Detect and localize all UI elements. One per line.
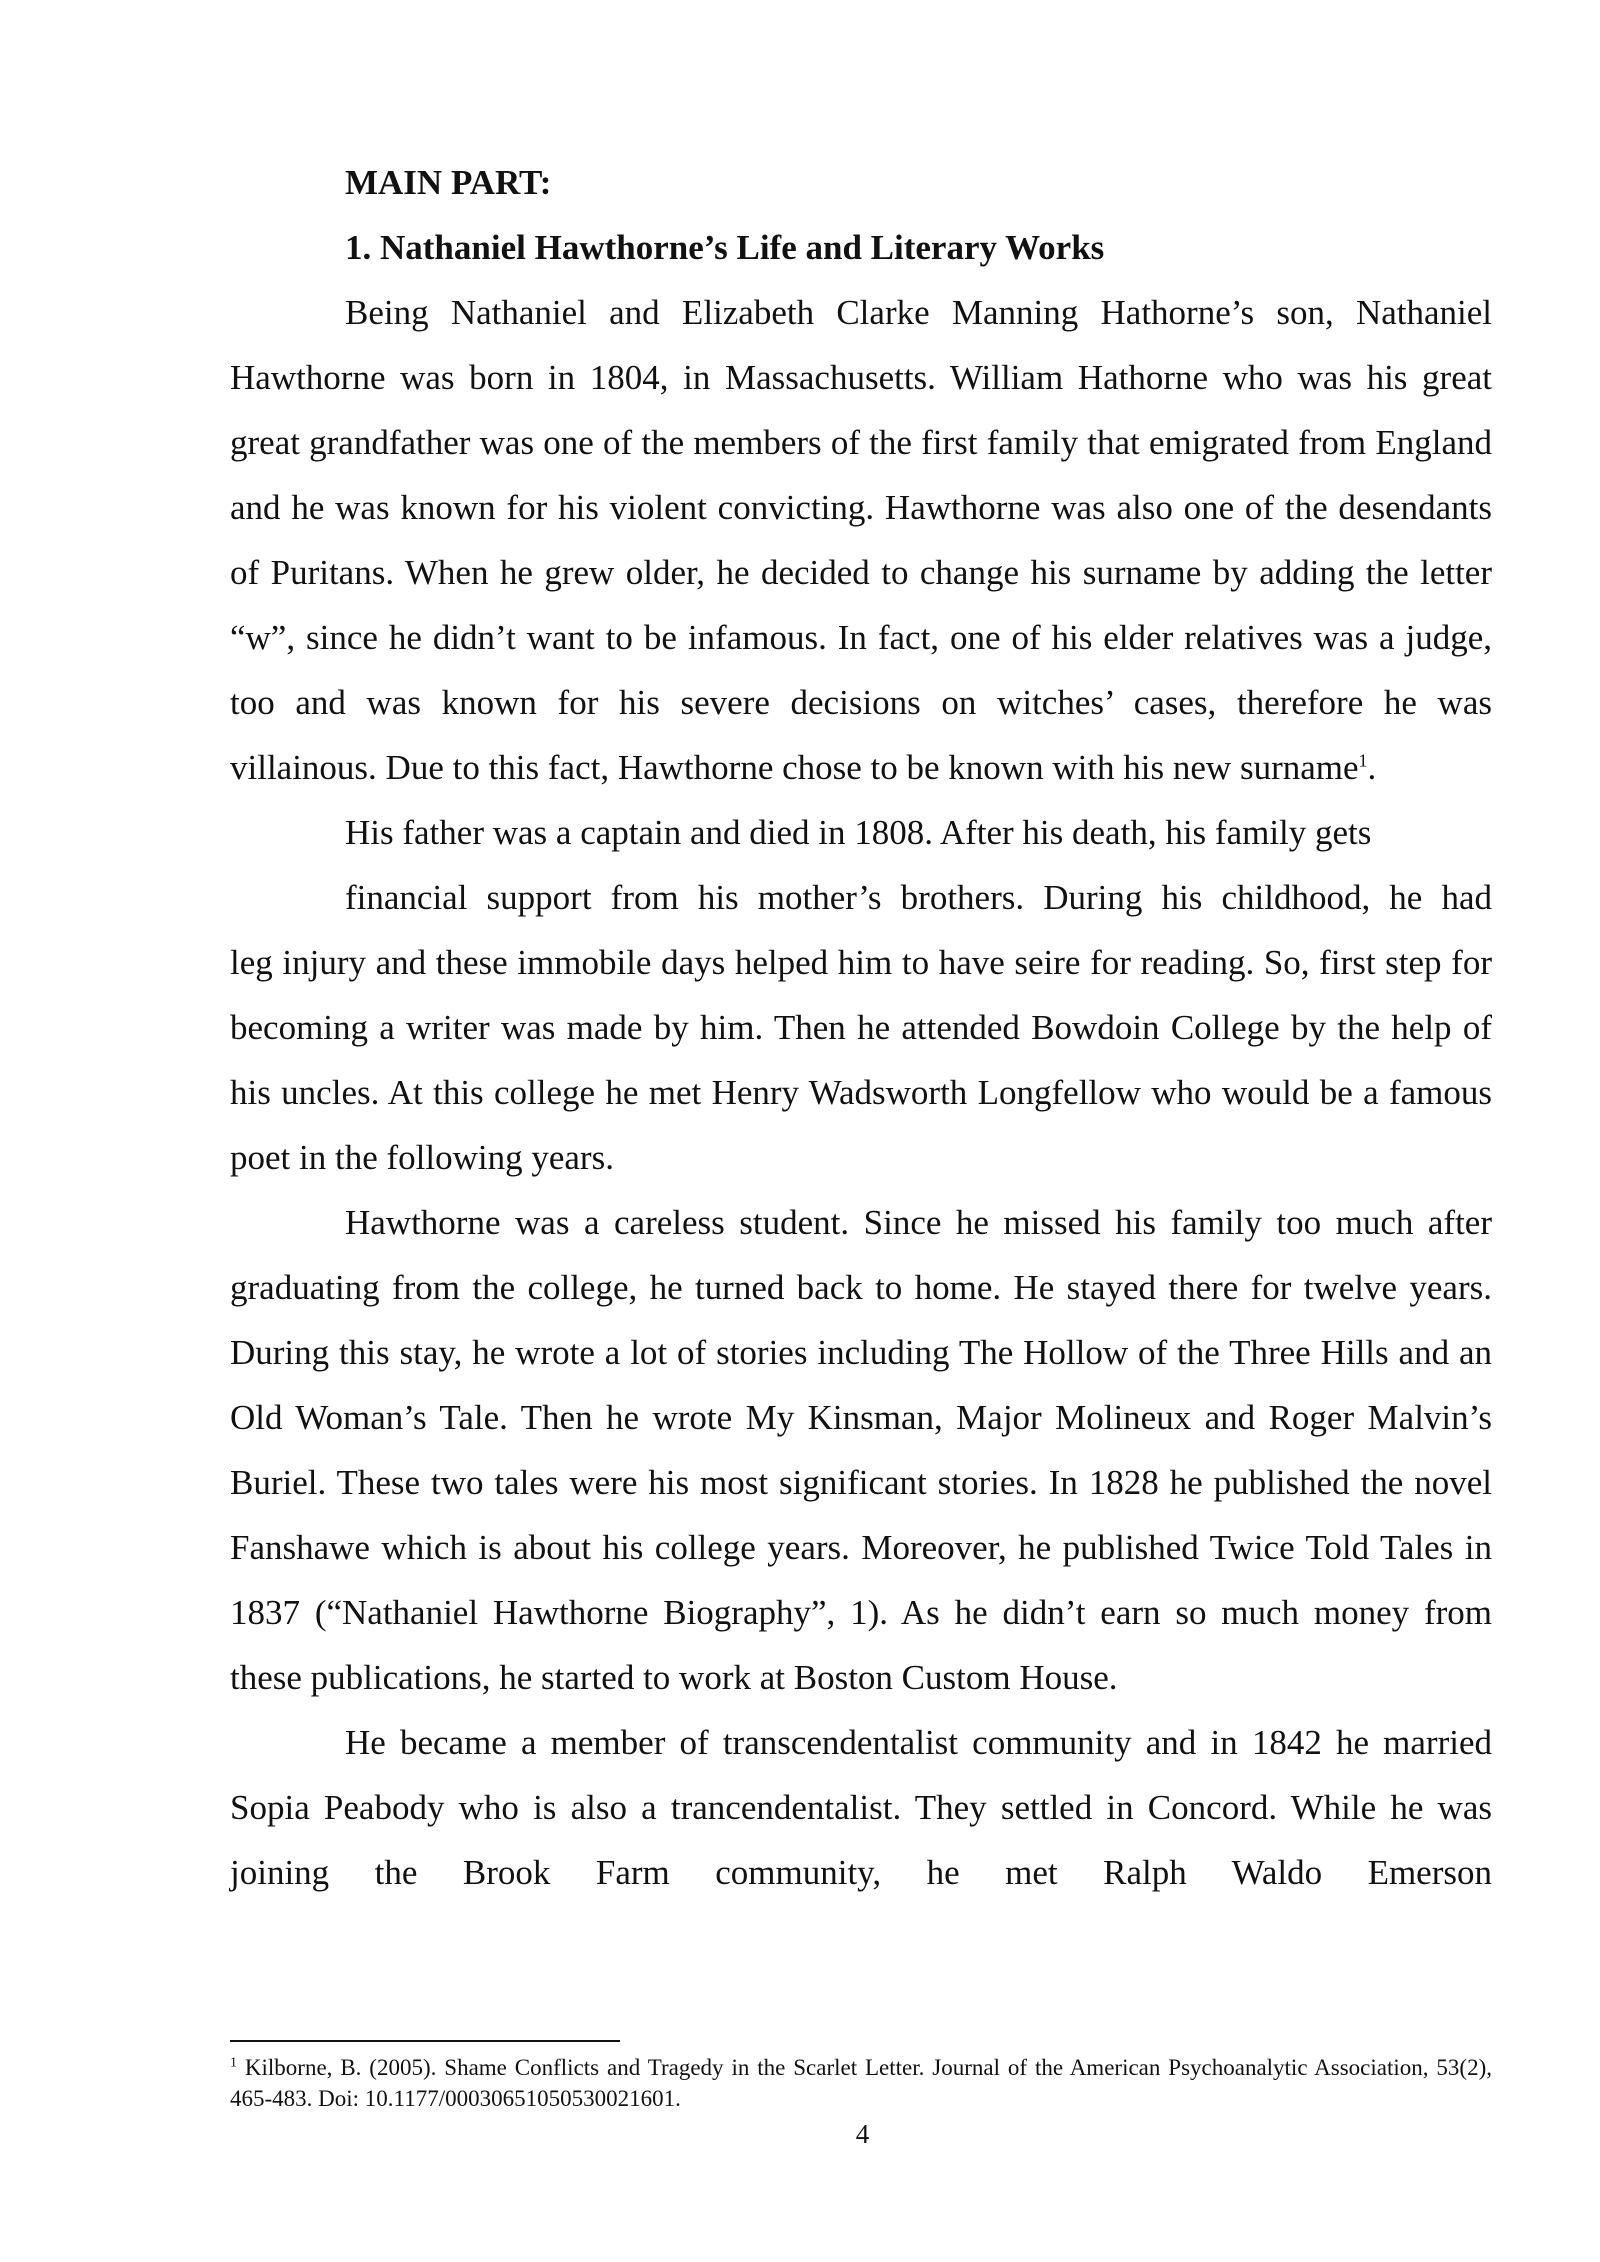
- paragraph-birth-end: .: [1367, 748, 1377, 787]
- footnote-divider: [230, 2040, 620, 2042]
- paragraph-father-rest: leg injury and these immobile days helped him to have seire for reading. So, first step for becoming a writer was made by him. Then he attended Bowdoin College by the help of his uncles. At this college he met Henry Wadsworth Longfellow who would be a famous poet in the following years.: [230, 943, 1492, 1177]
- paragraph-father-line1: His father was a captain and died in 1808. After his death, his family gets: [345, 813, 1372, 852]
- main-part-heading: MAIN PART:: [345, 163, 552, 202]
- footnote: [230, 2052, 1492, 2114]
- paragraph-birth: [230, 280, 1492, 800]
- paragraph-student: Hawthorne was a careless student. Since he missed his family too much after graduating from the college, he turned back to home. He stayed there for twelve years. During this stay, he wrote a lot of stories including The Hollow of the Three Hills and an Old Woman’s Tale. Then he wrote My Kinsman, Major Molineux and Roger Malvin’s Buriel. These two tales were his most significant stories. In 1828 he published the novel Fanshawe which is about his college years. Moreover, he published Twice Told Tales in 1837 (“Nathaniel Hawthorne Biography”, 1). As he didn’t earn so much money from these publications, he started to work at Boston Custom House.: [230, 1203, 1492, 1697]
- section-heading: 1. Nathaniel Hawthorne’s Life and Literary Works: [345, 228, 1105, 267]
- paragraph-father-line2: financial support from his mother’s brothers. During his childhood, he had: [345, 878, 1492, 917]
- paragraph-transcendentalist: He became a member of transcendentalist community and in 1842 he married Sopia Peabody who is also a trancendentalist. They settled in Concord. While he was joining the Brook Farm community, he met Ralph Waldo Emerson: [230, 1723, 1492, 1892]
- footnote-marker: 1: [230, 2055, 237, 2071]
- page-number: 4: [855, 2119, 870, 2149]
- main-text: [230, 150, 1492, 1905]
- footnote-text: Kilborne, B. (2005). Shame Conflicts and Tragedy in the Scarlet Letter. Journal of the American Psychoanalytic Association, 53(2), 465-483. Doi: 10.1177/00030651050530021601.: [230, 2055, 1492, 2111]
- paragraph-birth-text: Being Nathaniel and Elizabeth Clarke Manning Hathorne’s son, Nathaniel Hawthorne was born in 1804, in Massachusetts. William Hathorne who was his great great grandfather was one of the members of the first family that emigrated from England and he was known for his violent convicting. Hawthorne was also one of the desendants of Puritans. When he grew older, he decided to change his surname by adding the letter “w”, since he didn’t want to be infamous. In fact, one of his elder relatives was a judge, too and was known for his severe decisions on witches’ cases, therefore he was villainous. Due to this fact, Hawthorne chose to be known with his new surname: [230, 293, 1492, 787]
- footnote-reference: 1: [1358, 750, 1368, 771]
